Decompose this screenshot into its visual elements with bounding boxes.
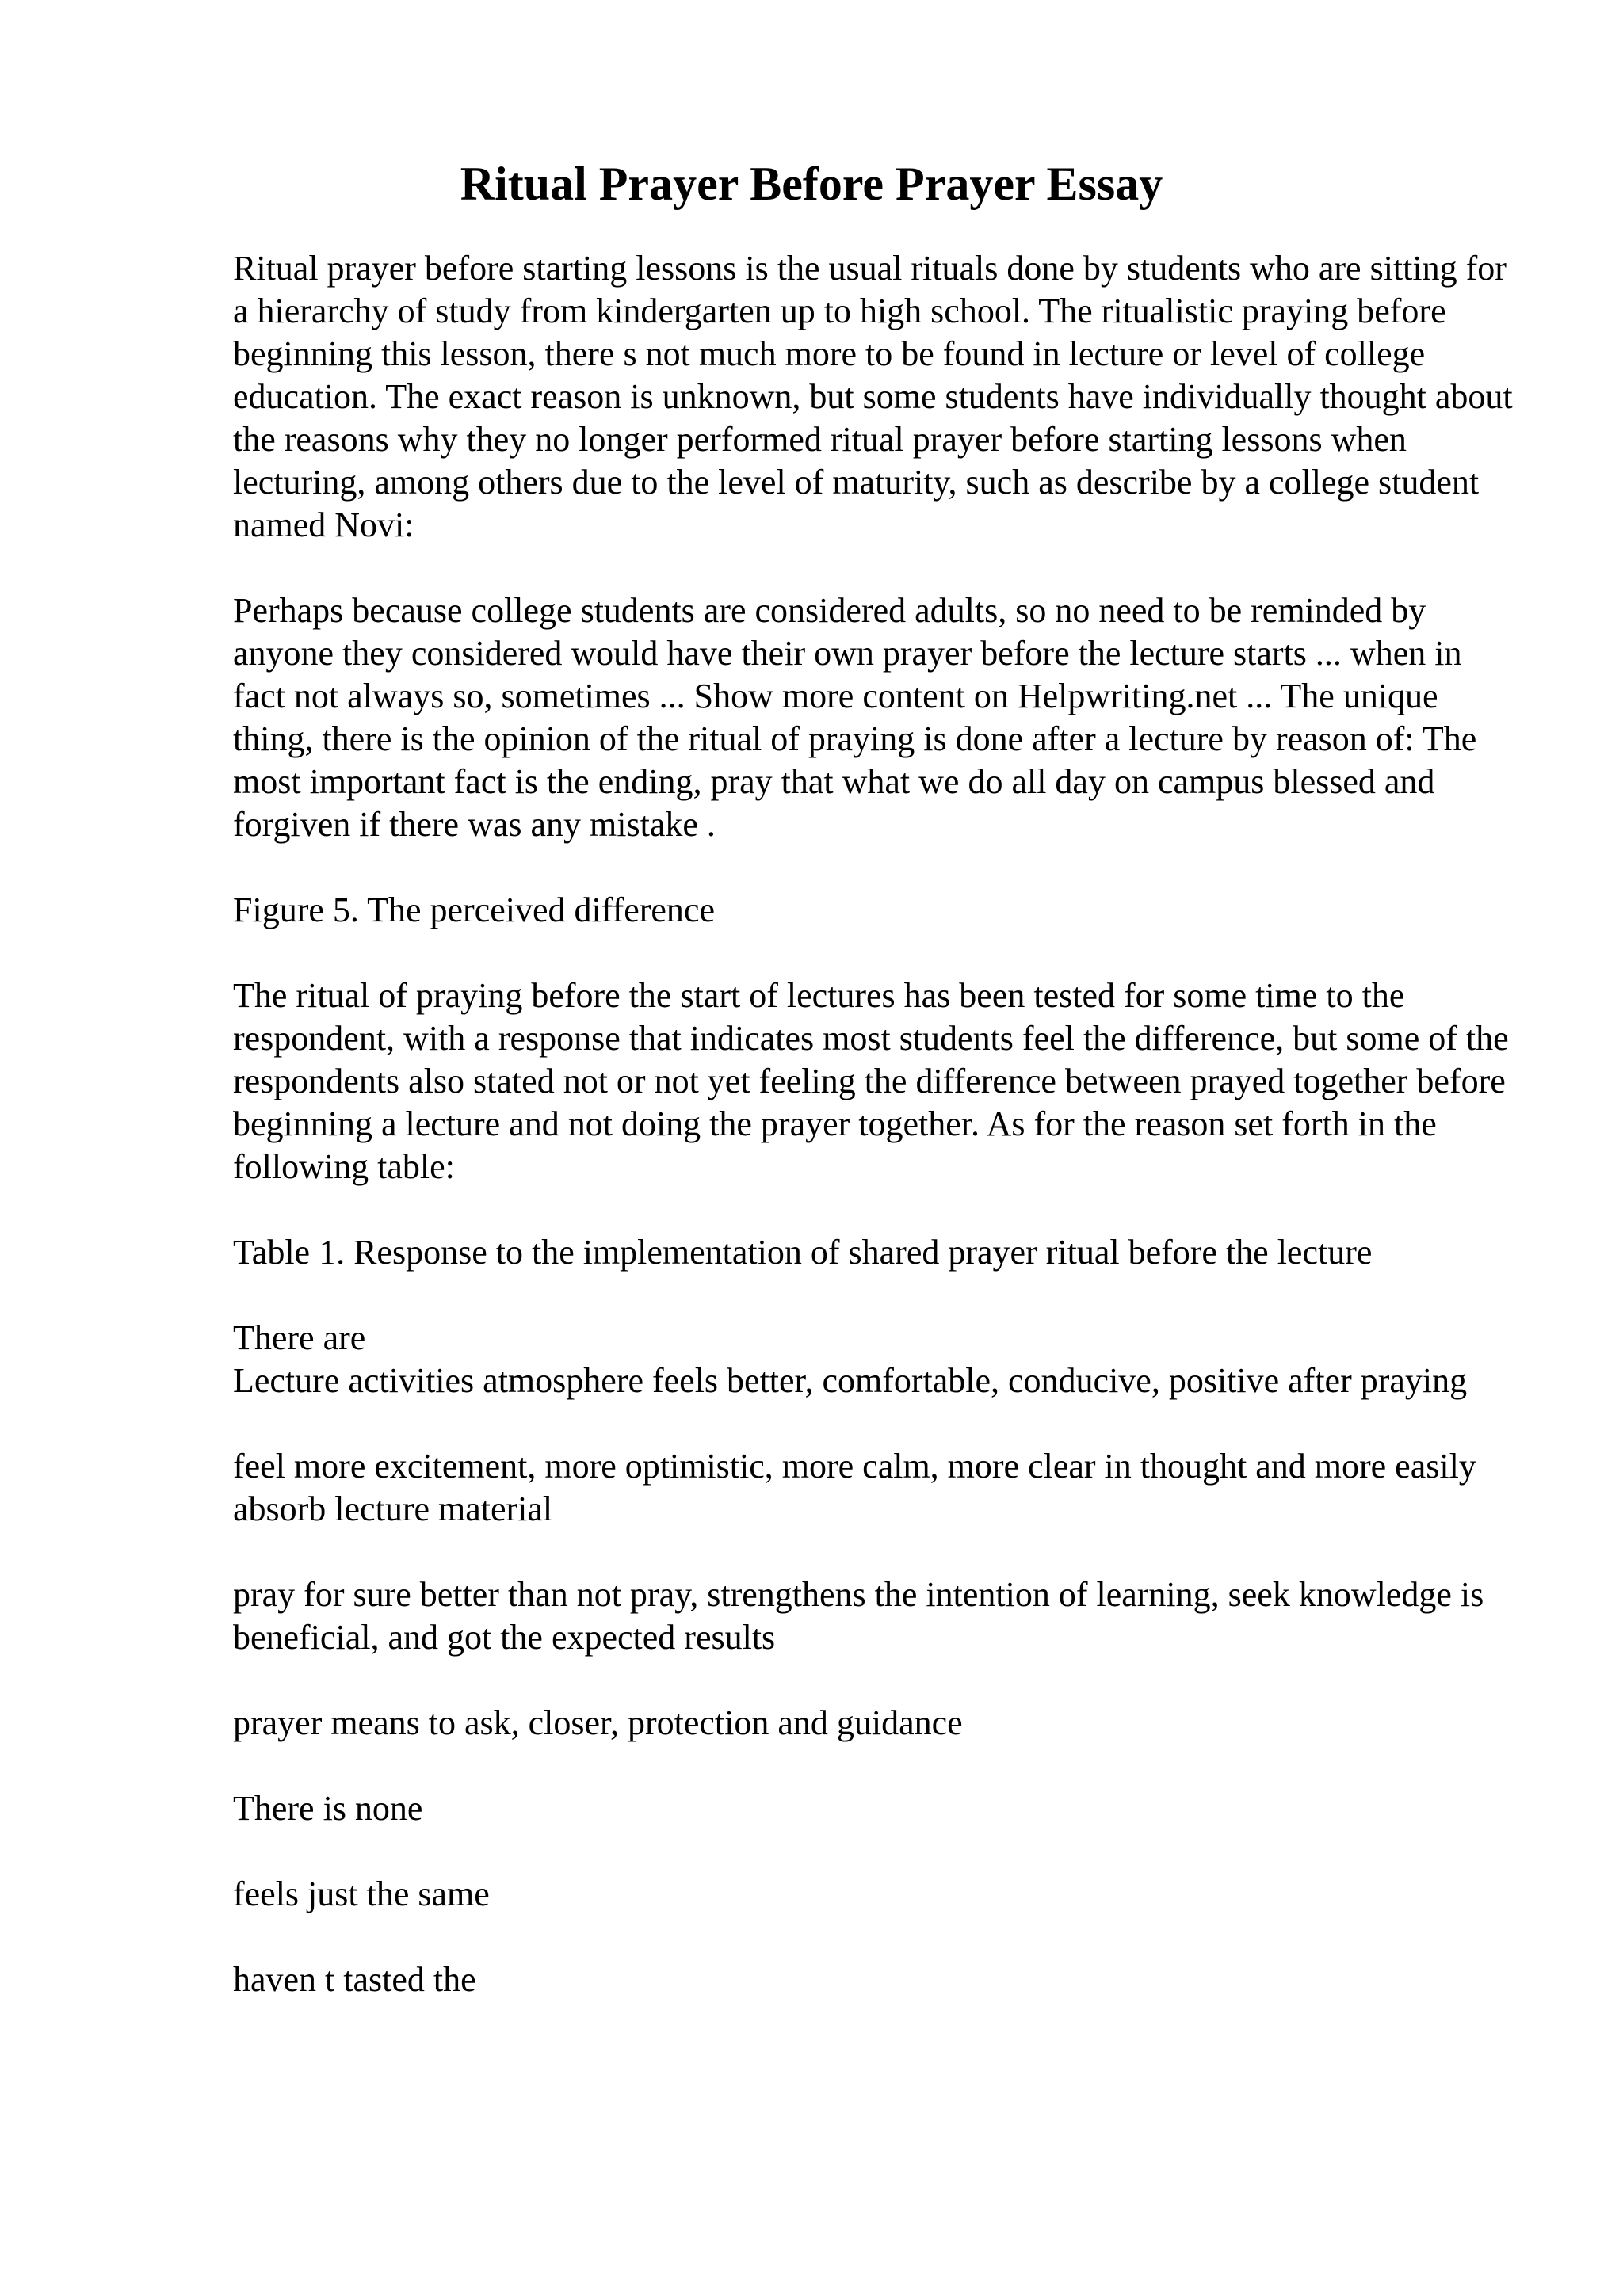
table-group-heading-there-are: There are [233, 1318, 366, 1357]
table-caption: Table 1. Response to the implementation of shared prayer ritual before the lecture [233, 1233, 1373, 1272]
paragraph-ritual: The ritual of praying before the start of lectures has been tested for some time to the respondent, with a response that indicates most students feel the difference, but some of the respondents also stated not or not yet feeling the difference between prayed together before beginning a lecture and not doing the prayer together. As for the reason set forth in the following table: [233, 976, 1509, 1186]
figure-caption: Figure 5. The perceived difference [233, 891, 715, 929]
table-entry: feels just the same [233, 1875, 490, 1913]
paragraph-intro: Ritual prayer before starting lessons is the usual rituals done by students who are sitting for a hierarchy of study from kindergarten up to high school. The ritualistic praying before beginning this lesson, there s not much more to be found in lecture or level of college education. The exact reason is unknown, but some students have individually thought about the reasons why they no longer performed ritual prayer before starting lessons when lecturing, among others due to the level of maturity, such as describe by a college student named Novi: [233, 249, 1513, 544]
table-group-heading-there-is-none: There is none [233, 1789, 423, 1828]
table-entry: feel more excitement, more optimistic, more calm, more clear in thought and more easily absorb lecture material [233, 1447, 1476, 1528]
document-body [233, 247, 1517, 2044]
table-entry: pray for sure better than not pray, strengthens the intention of learning, seek knowledge is beneficial, and got the expected results [233, 1575, 1484, 1657]
table-entry: Lecture activities atmosphere feels better, comfortable, conducive, positive after praying [233, 1361, 1468, 1400]
document-title: Ritual Prayer Before Prayer Essay [460, 158, 1163, 210]
table-entry: prayer means to ask, closer, protection and guidance [233, 1703, 963, 1742]
paragraph-quote: Perhaps because college students are considered adults, so no need to be reminded by anyone they considered would have their own prayer before the lecture starts ... when in fact not always so, sometimes ... Show more content on Helpwriting.net ... The unique thing, there is the opinion of the ritual of praying is done after a lecture by reason of: The most important fact is the ending, pray that what we do all day on campus blessed and forgiven if there was any mistake . [233, 591, 1477, 844]
table-entry: haven t tasted the [233, 1960, 476, 1999]
